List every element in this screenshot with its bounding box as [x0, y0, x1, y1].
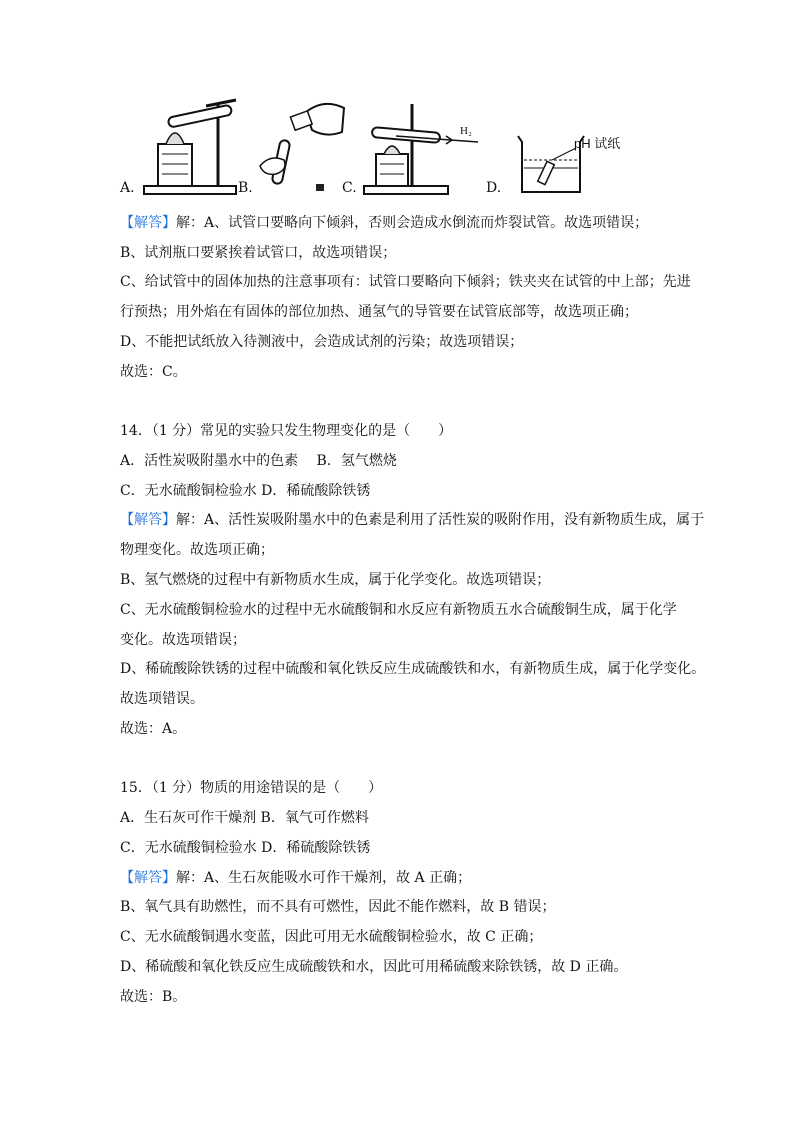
figure-d-label: D.	[486, 180, 502, 196]
answer-tag: 【解答】	[120, 870, 176, 886]
q14-answer-line: B、氢气燃烧的过程中有新物质水生成，属于化学变化。故选项错误；	[120, 572, 551, 588]
figure-b-label: B.	[238, 180, 253, 196]
q13-answer-line: C、给试管中的固体加热的注意事项有：试管口要略向下倾斜；铁夹夹在试管的中上部；先进	[120, 274, 691, 290]
q15-options-row: C．无水硫酸铜检验水 D．稀硫酸除铁锈	[120, 840, 371, 856]
figure-c-label: C.	[342, 180, 357, 196]
answer-text: 解：A、活性炭吸附墨水中的色素是利用了活性炭的吸附作用，没有新物质生成，属于	[176, 512, 705, 528]
q13-figure-row	[120, 92, 680, 200]
q14-options-row: C．无水硫酸铜检验水 D．稀硫酸除铁锈	[120, 483, 371, 499]
ph-paper-label: pH 试纸	[574, 136, 621, 151]
figure-a-label: A.	[120, 180, 135, 196]
q13-answer-line: D、不能把试纸放入待测液中，会造成试剂的污染；故选项错误；	[120, 334, 524, 350]
figure-b-pouring	[254, 92, 354, 200]
q14-answer-line: 故选项错误。	[120, 691, 204, 707]
q13-answer-line	[120, 213, 700, 233]
answer-tag: 【解答】	[120, 215, 176, 231]
figure-d-ph-beaker	[512, 92, 632, 200]
q15-conclusion: 故选：B。	[120, 989, 187, 1005]
q15-options-row: A．生石灰可作干燥剂 B．氧气可作燃料	[120, 810, 369, 826]
q14-answer-line: 变化。故选项错误；	[120, 632, 246, 648]
q15-answer-line: D、稀硫酸和氧化铁反应生成硫酸铁和水，因此可用稀硫酸来除铁锈，故 D 正确。	[120, 959, 628, 975]
q13-answer-line: B、试剂瓶口要紧挨着试管口，故选项错误；	[120, 245, 397, 261]
q14-answer-line: C、无水硫酸铜检验水的过程中无水硫酸铜和水反应有新物质五水合硫酸铜生成，属于化学	[120, 602, 677, 618]
q14-answer-line	[120, 510, 705, 530]
q14-options-row: A．活性炭吸附墨水中的色素 B．氢气燃烧	[120, 453, 397, 469]
q15-answer-line: C、无水硫酸铜遇水变蓝，因此可用无水硫酸铜检验水，故 C 正确；	[120, 929, 543, 945]
answer-text: 解：A、试管口要略向下倾斜，否则会造成水倒流而炸裂试管。故选项错误；	[176, 215, 649, 231]
q15-answer-line: B、氧气具有助燃性，而不具有可燃性，因此不能作燃料，故 B 错误；	[120, 899, 556, 915]
q15-answer-line	[120, 868, 700, 888]
answer-tag: 【解答】	[120, 512, 176, 528]
q15-stem: 15．（1 分）物质的用途错误的是（ ）	[120, 780, 383, 796]
q14-stem: 14．（1 分）常见的实验只发生物理变化的是（ ）	[120, 423, 453, 439]
q14-answer-line: D、稀硫酸除铁锈的过程中硫酸和氧化铁反应生成硫酸铁和水，有新物质生成，属于化学变化。	[120, 661, 706, 677]
q14-answer-line: 物理变化。故选项正确；	[120, 542, 274, 558]
figure-a-apparatus	[136, 92, 246, 200]
q14-conclusion: 故选：A。	[120, 721, 187, 737]
figure-c-apparatus	[356, 92, 486, 200]
q13-conclusion: 故选：C。	[120, 364, 187, 380]
q13-answer-line: 行预热；用外焰在有固体的部位加热、通氢气的导管要在试管底部等，故选项正确；	[120, 304, 638, 320]
answer-text: 解：A、生石灰能吸水可作干燥剂，故 A 正确；	[176, 870, 472, 886]
h2-label: H₂	[460, 125, 472, 137]
